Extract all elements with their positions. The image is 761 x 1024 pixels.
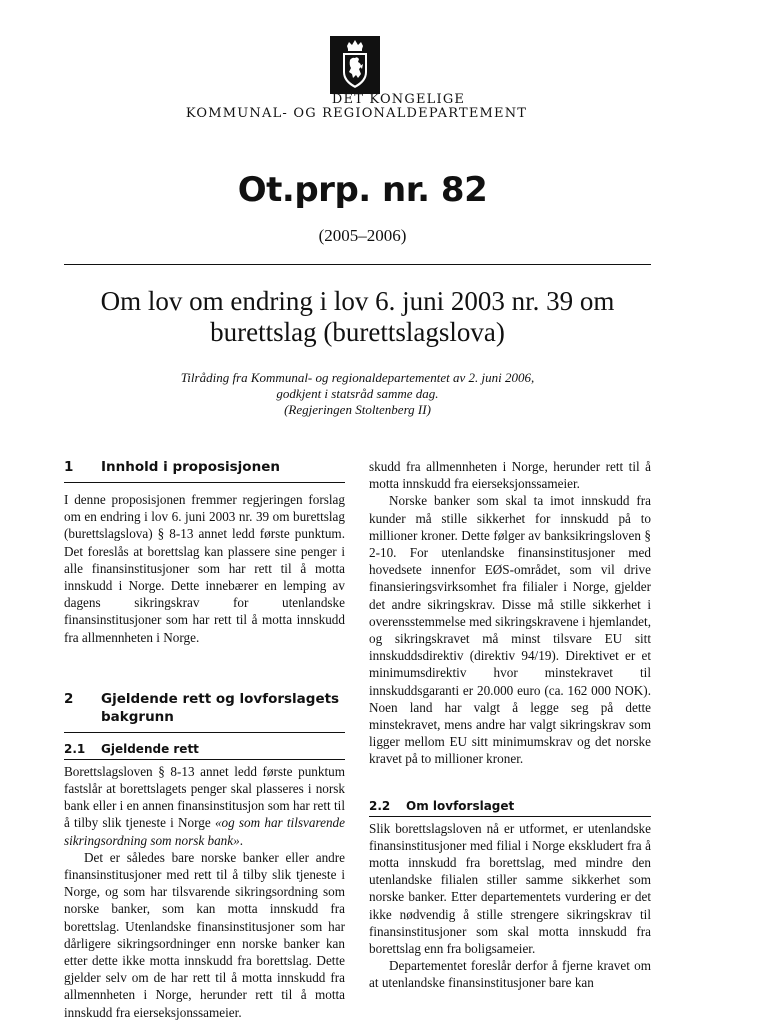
subsection-divider: [64, 759, 345, 760]
law-title: Om lov om endring i lov 6. juni 2003 nr. 39 om burettslag (burettslagslova): [100, 286, 615, 347]
subsection-number: 2.2: [369, 798, 391, 813]
paragraph-continuation: skudd fra allmennheten i Norge, herunder rett til å motta innskudd fra eierseksjonssameier.: [369, 459, 651, 492]
paragraph: Norske banker som skal ta imot innskudd fra kunder må stille sikkerhet for innskudd på to millioner kroner. Dette følger av banksikringsloven § 2-10. For utenlandske finansinstitusjoner med hovedsete innenfor EØS-området, som vil drive finansieringsvirksomhet fra filialer i Norge, gjelder det andre sikringskrav. Disse må stille sikkerhet i overensstemmelse med sikringskravene i hjemlandet, og sikringskravet må minst tilsvare EU sitt innskuddsdirektiv (direktiv 94/19). Direktivet er et minimumsdirektiv hvor minstekravet til innskuddsgaranti er 20.000 euro (ca. 162 000 NOK). Noen land har valgt å legge seg på dette minstekravet, mens andre har valgt sikringskrav som ligger mellom EU sitt minimumskrav og det norske kravet på to millioner kroner.: [369, 493, 651, 767]
paragraph-continued: Det er således bare norske banker eller andre finansinstitusjoner med rett til å tilby slik tjeneste i Norge, og som har tilsvarende sikringsordning som norske banker, som kan motta innskudd fra borettslag. Utenlandske finansinstitusjoner som har dårligere sikringsordninger enn norske banker kan etter dette ikke motta innskudd fra borettslag. Dette gjelder selv om de har rett til å motta innskudd fra allmennheten i Norge, herunder rett til å motta innskudd fra eierseksjonssameier.: [64, 849, 345, 1020]
subsection-divider: [369, 816, 651, 817]
right-column: [369, 458, 651, 992]
paragraph-text: Borettslagsloven § 8-13 annet ledd første punktum fastslår at borettslagets penger skal plasseres i norsk bank eller i en annen finansinstitusjon som har rett til å tilby slik tjeneste i Norge: [64, 763, 345, 831]
left-column: [64, 458, 345, 1020]
section-2-heading: [64, 690, 345, 726]
decision-note: [64, 370, 651, 418]
decision-line-1: Tilråding fra Kommunal- og regionaldepartementet av 2. juni 2006,: [180, 370, 535, 385]
paragraph: Departementet foreslår derfor å fjerne kravet om at utenlandske finansinstitusjoner bare kan: [369, 958, 651, 991]
subsection-number: 2.1: [64, 741, 86, 756]
section-number: 1: [64, 459, 74, 475]
paragraph: [64, 763, 345, 849]
section-title: Gjeldende rett og lovforslagets bakgrunn: [101, 690, 340, 725]
title-divider: [64, 264, 651, 265]
paragraph: Slik borettslagsloven nå er utformet, er utenlandske finansinstitusjoner med filial i Norge ekskludert fra å motta innskudd fra borettslag, med mindre den utenlandske filialen stiller samme sikkerhet som norske banker. Etter departementets vurdering er det ikke nødvendig å stille strengere sikringskrav til finansinstitusjoner som skal motta innskudd fra borettslag enn fra boligsameier.: [369, 820, 651, 957]
quoted-text: «og som har tilsvarende sikringsordning som norsk bank»: [64, 815, 345, 848]
department-name-line1: DET KONGELIGE: [331, 92, 466, 107]
decision-line-2: godkjent i statsråd samme dag.: [276, 386, 439, 401]
subsection-2-1-heading: [64, 741, 345, 757]
document-title: Ot.prp. nr. 82: [237, 170, 488, 210]
section-divider: [64, 732, 345, 733]
document-year: (2005–2006): [318, 226, 407, 245]
department-name-line2: KOMMUNAL- OG REGIONALDEPARTEMENT: [185, 106, 528, 121]
decision-line-3: (Regjeringen Stoltenberg II): [284, 402, 431, 417]
subsection-2-2-heading: [369, 798, 651, 814]
section-divider: [64, 482, 345, 483]
subsection-title: Om lovforslaget: [406, 798, 515, 813]
norwegian-coat-of-arms-icon: [330, 36, 380, 94]
paragraph: I denne proposisjonen fremmer regjeringen forslag om en endring i lov 6. juni 2003 nr. 39 om burettslag (burettslagslova) § 8-13 annet ledd første punktum. Det foreslås at borettslag kan plassere sine penger i alle finansinstitusjoner som har rett til å motta innskudd i Norge. Dette innebærer en lemping av dagens sikringskrav for utenlandske finansinstitusjoner som har rett til å motta innskudd fra allmennheten i Norge.: [64, 492, 345, 645]
subsection-title: Gjeldende rett: [101, 741, 199, 756]
paragraph-text: .: [239, 832, 244, 848]
section-1-heading: [64, 458, 345, 476]
section-number: 2: [64, 690, 74, 707]
section-title: Innhold i proposisjonen: [101, 459, 280, 475]
